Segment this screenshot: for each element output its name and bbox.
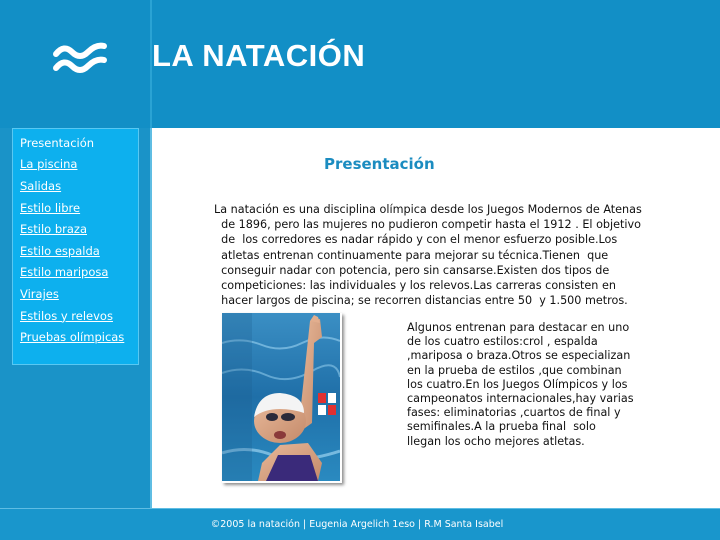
- section-title: Presentación: [324, 155, 435, 173]
- styles-line: fases: eliminatorias ,cuartos de final y: [407, 406, 621, 420]
- styles-line: semifinales.A la prueba final solo: [407, 420, 596, 434]
- styles-line: ,mariposa o braza.Otros se especializan: [407, 349, 631, 363]
- nav-link-estilo-mariposa[interactable]: Estilo mariposa: [20, 265, 109, 280]
- footer-credits-text: ©2005 la natación | Eugenia Argelich 1eso | R.M Santa Isabel: [210, 519, 504, 530]
- footer-credits: [0, 519, 720, 530]
- nav-link-estilo-espalda[interactable]: Estilo espalda: [20, 243, 100, 258]
- intro-line: La natación es una disciplina olímpica desde los Juegos Modernos de Atenas: [214, 203, 642, 216]
- styles-line: campeonatos internacionales,hay varias: [407, 392, 634, 406]
- nav-item-salidas: [13, 175, 138, 197]
- nav-menu: [12, 128, 139, 365]
- intro-paragraph: [214, 202, 684, 308]
- nav-link-presentacion[interactable]: Presentación: [20, 135, 95, 150]
- nav-item-presentacion: [13, 132, 138, 154]
- content-panel: [152, 128, 720, 508]
- styles-line: llegan los ocho mejores atletas.: [407, 434, 585, 448]
- intro-line: hacer largos de piscina; se recorren distancias entre 50 y 1.500 metros.: [214, 294, 628, 308]
- styles-line: en la prueba de estilos ,que combinan: [407, 363, 622, 377]
- nav-item-estilo-espalda: [13, 240, 138, 262]
- footer-bar: [0, 508, 720, 540]
- intro-line: conseguir nadar con potencia, pero sin cansarse.Existen dos tipos de: [214, 263, 610, 277]
- nav-link-estilo-braza[interactable]: Estilo braza: [20, 222, 88, 237]
- nav-link-estilo-libre[interactable]: Estilo libre: [20, 200, 81, 215]
- header-divider: [150, 0, 152, 128]
- nav-item-estilo-libre: [13, 197, 138, 219]
- intro-line: de los corredores es nadar rápido y con el menor esfuerzo posible.Los: [214, 233, 618, 247]
- styles-line: de los cuatro estilos:crol , espalda: [407, 335, 598, 349]
- styles-paragraph: [407, 321, 657, 449]
- water-waves-icon: [50, 32, 110, 92]
- intro-line: de 1896, pero las mujeres no pudieron competir hasta el 1912 . El objetivo: [214, 218, 641, 232]
- nav-link-la-piscina[interactable]: La piscina: [20, 157, 78, 172]
- nav-item-pruebas-olimpicas: [13, 326, 138, 348]
- header-bar: [0, 0, 720, 128]
- styles-line: Algunos entrenan para destacar en uno: [407, 321, 630, 334]
- nav-link-virajes[interactable]: Virajes: [20, 286, 59, 301]
- nav-item-la-piscina: [13, 154, 138, 176]
- intro-line: competiciones: las individuales y los relevos.Las carreras consisten en: [214, 279, 616, 293]
- photo-frame: [222, 313, 342, 483]
- nav-link-pruebas-olimpicas[interactable]: Pruebas olímpicas: [20, 330, 125, 345]
- nav-link-salidas[interactable]: Salidas: [20, 178, 62, 193]
- intro-line: atletas entrenan continuamente para mejorar su técnica.Tienen que: [214, 248, 609, 262]
- nav-item-estilo-mariposa: [13, 262, 138, 284]
- nav-item-virajes: [13, 283, 138, 305]
- swimmer-photo: [222, 313, 340, 481]
- nav-item-estilos-y-relevos: [13, 305, 138, 327]
- nav-link-estilos-y-relevos[interactable]: Estilos y relevos: [20, 308, 113, 323]
- styles-line: los cuatro.En los Juegos Olímpicos y los: [407, 377, 628, 391]
- page-title: LA NATACIÓN: [152, 38, 366, 73]
- nav-item-estilo-braza: [13, 218, 138, 240]
